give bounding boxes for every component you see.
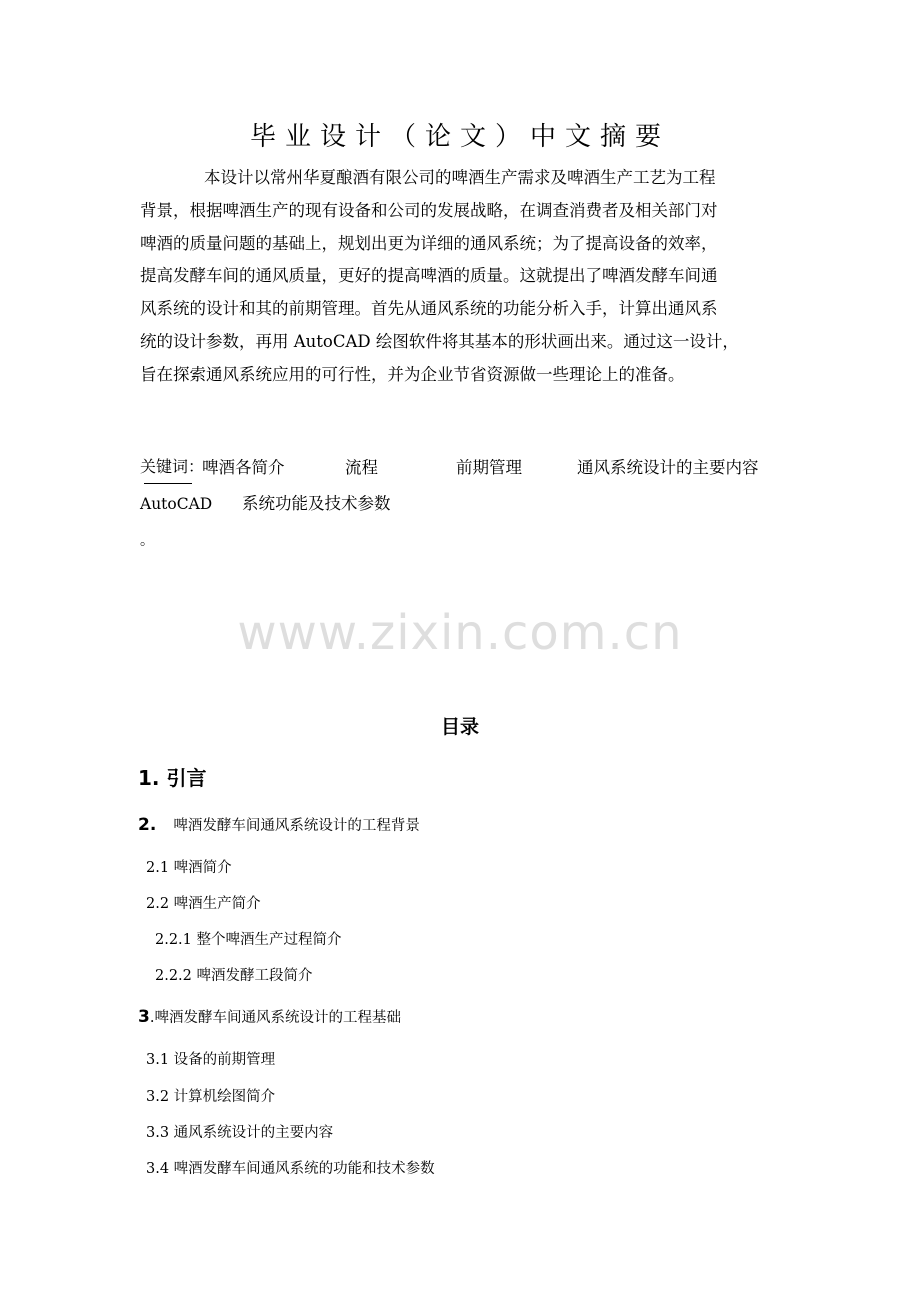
toc-title: 目录 [440,716,479,738]
abstract-line: 啤酒的质量问题的基础上，规划出更为详细的通风系统；为了提高设备的效率， [140,233,718,253]
abstract-line: 旨在探索通风系统应用的可行性，并为企业节省资源做一些理论上的准备。 [140,364,685,384]
keyword: AutoCAD [140,495,213,513]
abstract-line: 本设计以常州华夏酿酒有限公司的啤酒生产需求及啤酒生产工艺为工程 [204,168,716,187]
toc-section-2-number: 2. [138,815,157,835]
toc-section-3 [138,1006,401,1027]
toc-section-2-text: 啤酒发酵车间通风系统设计的工程背景 [173,818,420,834]
toc-section-1: 1. 引言 [138,766,207,790]
toc-section-2 [138,814,420,835]
toc-section-3-number: 3 [138,1007,150,1027]
toc-section-3-text: .啤酒发酵车间通风系统设计的工程基础 [149,1010,401,1026]
toc-item: 2.1 啤酒简介 [146,860,232,876]
keywords-tail: 。 [140,533,154,549]
toc-item: 3.3 通风系统设计的主要内容 [146,1125,334,1141]
keyword: 系统功能及技术参数 [242,494,391,513]
keywords-underline [144,483,192,484]
keyword: 流程 [345,458,378,477]
keywords-label: 关键词： [140,457,205,476]
abstract-line: 统的设计参数，再用 AutoCAD 绘图软件将其基本的形状画出来。通过这一设计， [140,331,739,351]
toc-item: 3.4 啤酒发酵车间通风系统的功能和技术参数 [146,1161,435,1177]
keyword: 啤酒各简介 [202,458,285,477]
keywords-row-2 [140,490,391,514]
watermark: www.zixin.com.cn [237,605,683,661]
keyword: 通风系统设计的主要内容 [577,458,759,477]
abstract-body [140,162,788,392]
abstract-title: 毕业设计（论文）中文摘要 [249,122,670,152]
toc-item: 3.1 设备的前期管理 [146,1052,276,1068]
toc-item: 2.2.1 整个啤酒生产过程简介 [155,932,342,948]
abstract-line: 背景，根据啤酒生产的现有设备和公司的发展战略，在调查消费者及相关部门对 [140,200,718,220]
toc-item: 3.2 计算机绘图简介 [146,1089,276,1105]
abstract-line: 提高发酵车间的通风质量，更好的提高啤酒的质量。这就提出了啤酒发酵车间通 [140,266,718,286]
abstract-line: 风系统的设计和其的前期管理。首先从通风系统的功能分析入手，计算出通风系 [140,299,718,319]
keyword: 前期管理 [456,458,522,477]
toc-item: 2.2.2 啤酒发酵工段简介 [155,968,313,984]
toc-item: 2.2 啤酒生产简介 [146,896,261,912]
